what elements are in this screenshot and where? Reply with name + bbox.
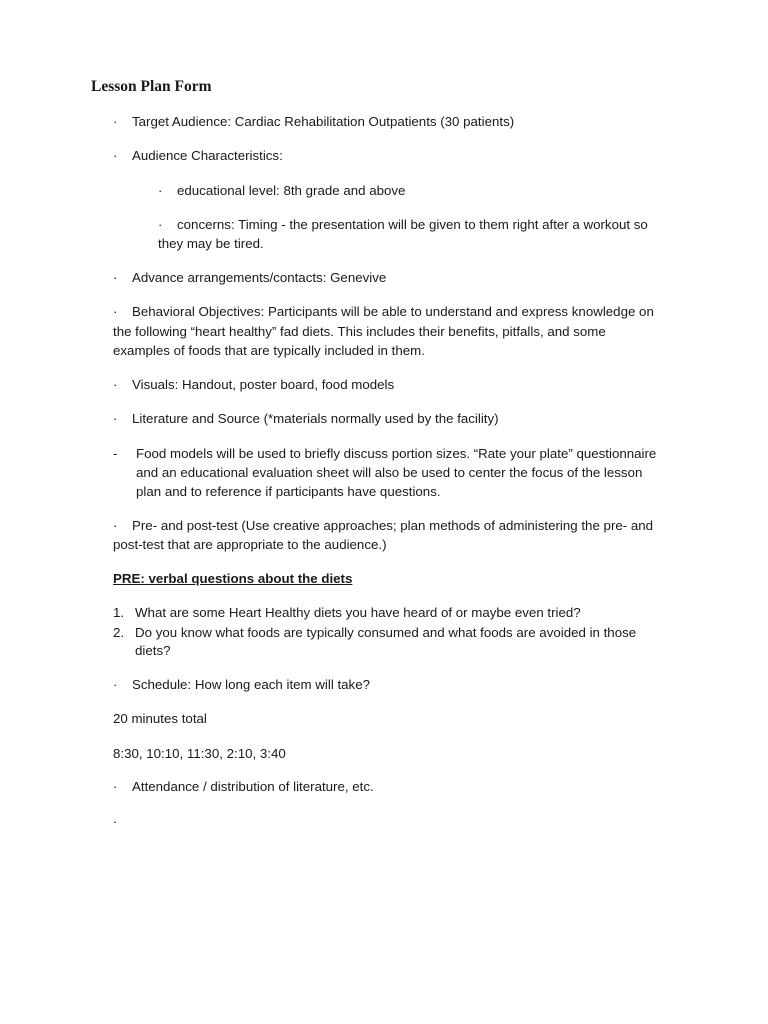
bullet: ·	[113, 518, 118, 533]
bullet: ·	[158, 183, 163, 198]
question-number: 2.	[113, 625, 125, 640]
educational-level-text: educational level: 8th grade and above	[177, 183, 406, 198]
question-1	[113, 603, 581, 623]
list-item-audience-characteristics	[113, 146, 283, 166]
behavioral-text-line1: Behavioral Objectives: Participants will be able to understand and express knowledge on	[132, 304, 654, 319]
bullet: ·	[113, 377, 118, 392]
list-item-pre-post-test	[113, 516, 653, 536]
concerns-text-line1: concerns: Timing - the presentation will be given to them right after a workout so	[177, 217, 648, 232]
list-item-behavioral-objectives	[113, 302, 654, 322]
behavioral-text-line2: the following “heart healthy” fad diets. This includes their benefits, pitfalls, and some	[113, 324, 606, 339]
food-models-text-line2: and an educational evaluation sheet will also be used to center the focus of the lesson	[136, 465, 643, 480]
list-item-literature	[113, 409, 499, 429]
question-number: 1.	[113, 605, 125, 620]
list-item-target-audience	[113, 112, 514, 132]
trailing-dot: .	[113, 811, 117, 826]
list-item-advance-arrangements	[113, 268, 386, 288]
bullet: ·	[113, 304, 118, 319]
question-1-text: What are some Heart Healthy diets you have heard of or maybe even tried?	[135, 605, 581, 620]
behavioral-text-line3: examples of foods that are typically included in them.	[113, 343, 425, 358]
bullet: ·	[113, 677, 118, 692]
list-item-visuals	[113, 375, 394, 395]
question-2	[113, 623, 636, 643]
bullet: ·	[113, 270, 118, 285]
bullet: ·	[113, 114, 118, 129]
target-audience-text: Target Audience: Cardiac Rehabilitation Outpatients (30 patients)	[132, 114, 515, 129]
dash: -	[113, 446, 118, 461]
minutes-total: 20 minutes total	[113, 711, 207, 726]
question-2-text-line2: diets?	[135, 643, 171, 658]
literature-text: Literature and Source (*materials normally used by the facility)	[132, 411, 499, 426]
list-item-schedule	[113, 675, 370, 695]
food-models-text-line3: plan and to reference if participants have questions.	[136, 484, 441, 499]
pretest-text-line2: post-test that are appropriate to the audience.)	[113, 537, 387, 552]
schedule-times: 8:30, 10:10, 11:30, 2:10, 3:40	[113, 746, 286, 761]
bullet: ·	[158, 217, 163, 232]
page-title: Lesson Plan Form	[91, 78, 212, 95]
sub-item-concerns	[158, 215, 648, 235]
sub-item-educational-level	[158, 181, 405, 201]
schedule-text: Schedule: How long each item will take?	[132, 677, 370, 692]
visuals-text: Visuals: Handout, poster board, food models	[132, 377, 395, 392]
bullet: ·	[113, 411, 118, 426]
pre-heading: PRE: verbal questions about the diets	[113, 571, 353, 586]
attendance-text: Attendance / distribution of literature, etc.	[132, 779, 374, 794]
pretest-text-line1: Pre- and post-test (Use creative approaches; plan methods of administering the pre- and	[132, 518, 654, 533]
dash-item-food-models	[113, 444, 656, 464]
food-models-text-line1: Food models will be used to briefly discuss portion sizes. “Rate your plate” questionnaire	[136, 446, 657, 461]
bullet: ·	[113, 779, 118, 794]
list-item-attendance	[113, 777, 374, 797]
advance-arrangements-text: Advance arrangements/contacts: Genevive	[132, 270, 387, 285]
audience-characteristics-text: Audience Characteristics:	[132, 148, 283, 163]
question-2-text-line1: Do you know what foods are typically consumed and what foods are avoided in those	[135, 625, 637, 640]
bullet: ·	[113, 148, 118, 163]
concerns-text-line2: they may be tired.	[158, 236, 264, 251]
